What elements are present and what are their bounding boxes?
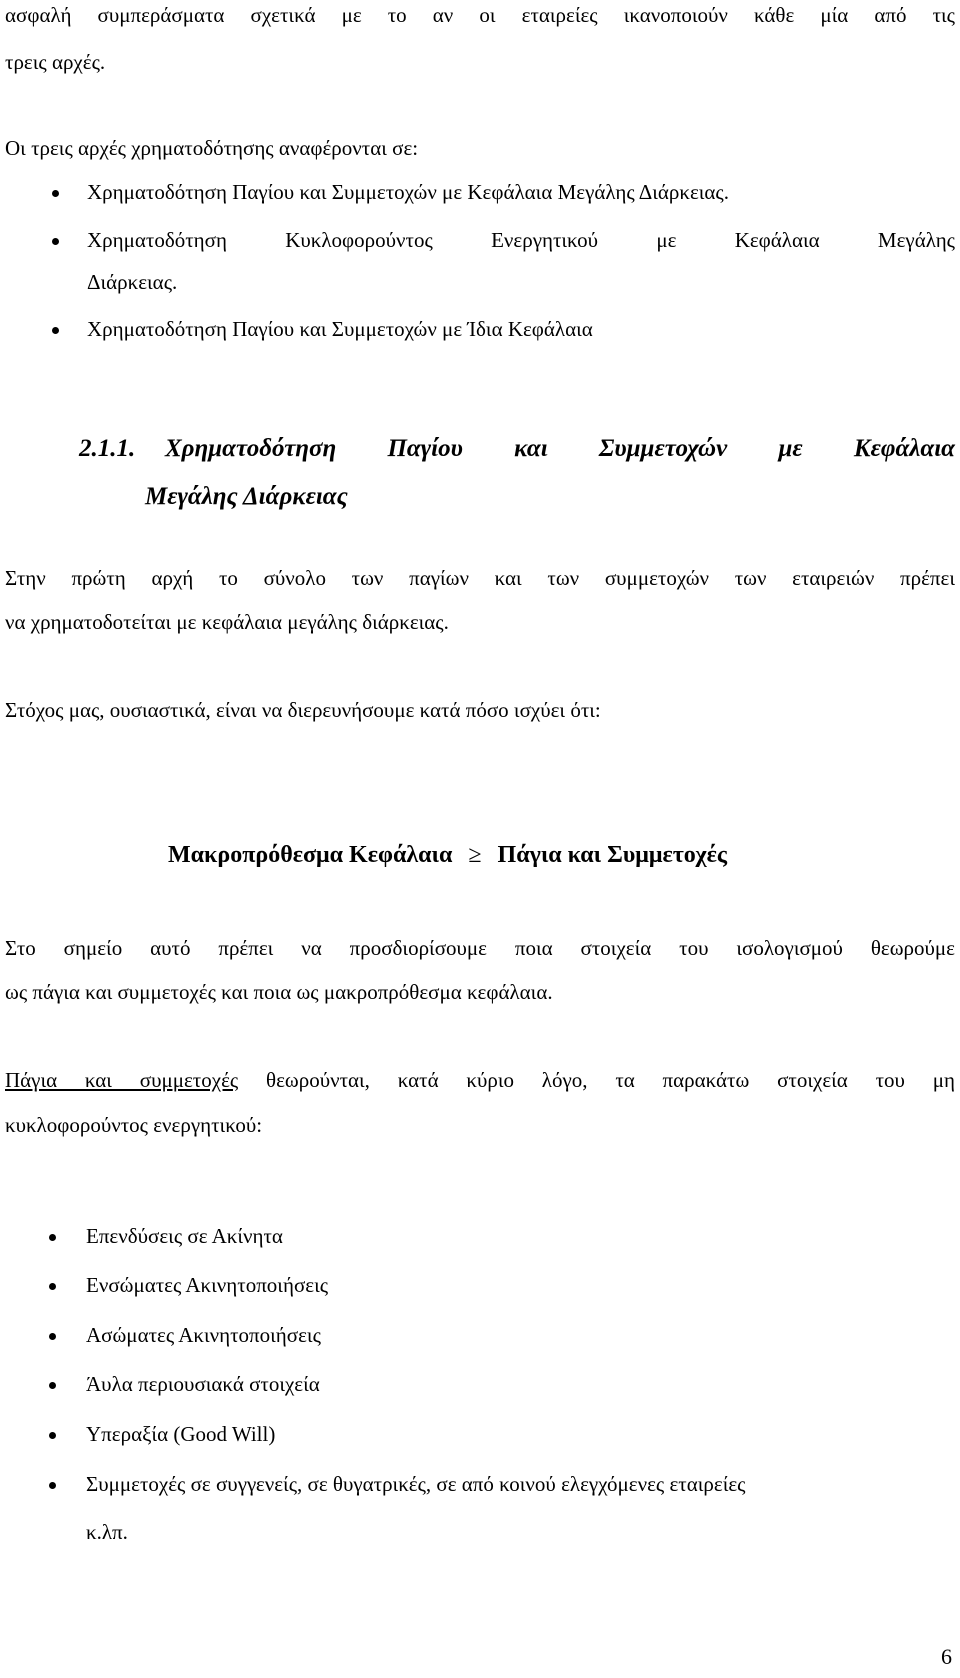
principles-intro: Οι τρεις αρχές χρηματοδότησης αναφέρονται σε:: [5, 136, 419, 160]
asset-item-5: Υπεραξία (Good Will): [86, 1422, 276, 1446]
page-number: 6: [941, 1644, 952, 1669]
intro-line-1: ασφαλή συμπεράσματα σχετικά με το αν οι εταιρείες ικανοποιούν κάθε μία από τις: [5, 3, 955, 27]
principle-item-1: Χρηματοδότηση Παγίου και Συμμετοχών με Κεφάλαια Μεγάλης Διάρκειας.: [87, 180, 729, 204]
asset-item-1: Επενδύσεις σε Ακίνητα: [86, 1224, 283, 1248]
para1-line-1: Στην πρώτη αρχή το σύνολο των παγίων και των συμμετοχών των εταιρειών πρέπει: [5, 566, 955, 590]
principle-item-2-cont: Διάρκειας.: [87, 270, 178, 294]
bullet-icon: [49, 1283, 56, 1290]
formula-left: Μακροπρόθεσμα Κεφάλαια: [168, 842, 453, 868]
para4-line-1-rest: θεωρούνται, κατά κύριο λόγο, τα παρακάτω στοιχεία του μη: [238, 1068, 955, 1092]
section-title-line-2: Μεγάλης Διάρκειας: [145, 483, 348, 510]
bullet-icon: [49, 1482, 56, 1489]
para3-line-2: ως πάγια και συμμετοχές και ποια ως μακροπρόθεσμα κεφάλαια.: [5, 980, 553, 1004]
formula-right: Πάγια και Συμμετοχές: [497, 842, 727, 868]
para1-line-2: να χρηματοδοτείται με κεφάλαια μεγάλης διάρκειας.: [5, 610, 449, 634]
para4-line-1: [5, 1070, 955, 1091]
asset-item-6-cont: κ.λπ.: [86, 1520, 128, 1544]
asset-item-3: Ασώματες Ακινητοποιήσεις: [86, 1323, 321, 1347]
bullet-icon: [52, 190, 59, 197]
section-number: 2.1.1.: [79, 435, 136, 462]
bullet-icon: [52, 238, 59, 245]
section-title-line-1: Χρηματοδότηση Παγίου και Συμμετοχών με Κεφάλαια: [165, 435, 955, 462]
intro-line-2: τρεις αρχές.: [5, 50, 106, 74]
para3-line-1: Στο σημείο αυτό πρέπει να προσδιορίσουμε ποια στοιχεία του ισολογισμού θεωρούμε: [5, 936, 955, 960]
asset-item-6: Συμμετοχές σε συγγενείς, σε θυγατρικές, σε από κοινού ελεγχόμενες εταιρείες: [86, 1472, 746, 1496]
principle-item-2: Χρηματοδότηση Κυκλοφορούντος Ενεργητικού με Κεφάλαια Μεγάλης: [87, 228, 955, 252]
asset-item-2: Ενσώματες Ακινητοποιήσεις: [86, 1273, 329, 1297]
greater-equal-symbol: ≥: [468, 842, 482, 868]
bullet-icon: [49, 1333, 56, 1340]
para4-line-2: κυκλοφορούντος ενεργητικού:: [5, 1113, 263, 1137]
principle-item-3: Χρηματοδότηση Παγίου και Συμμετοχών με Ίδια Κεφάλαια: [87, 317, 593, 341]
bullet-icon: [49, 1382, 56, 1389]
para2: Στόχος μας, ουσιαστικά, είναι να διερευνήσουμε κατά πόσο ισχύει ότι:: [5, 698, 601, 722]
asset-item-4: Άυλα περιουσιακά στοιχεία: [86, 1372, 320, 1396]
formula: [168, 842, 727, 869]
bullet-icon: [49, 1432, 56, 1439]
bullet-icon: [52, 327, 59, 334]
underlined-term: Πάγια και συμμετοχές: [5, 1068, 239, 1092]
bullet-icon: [49, 1234, 56, 1241]
